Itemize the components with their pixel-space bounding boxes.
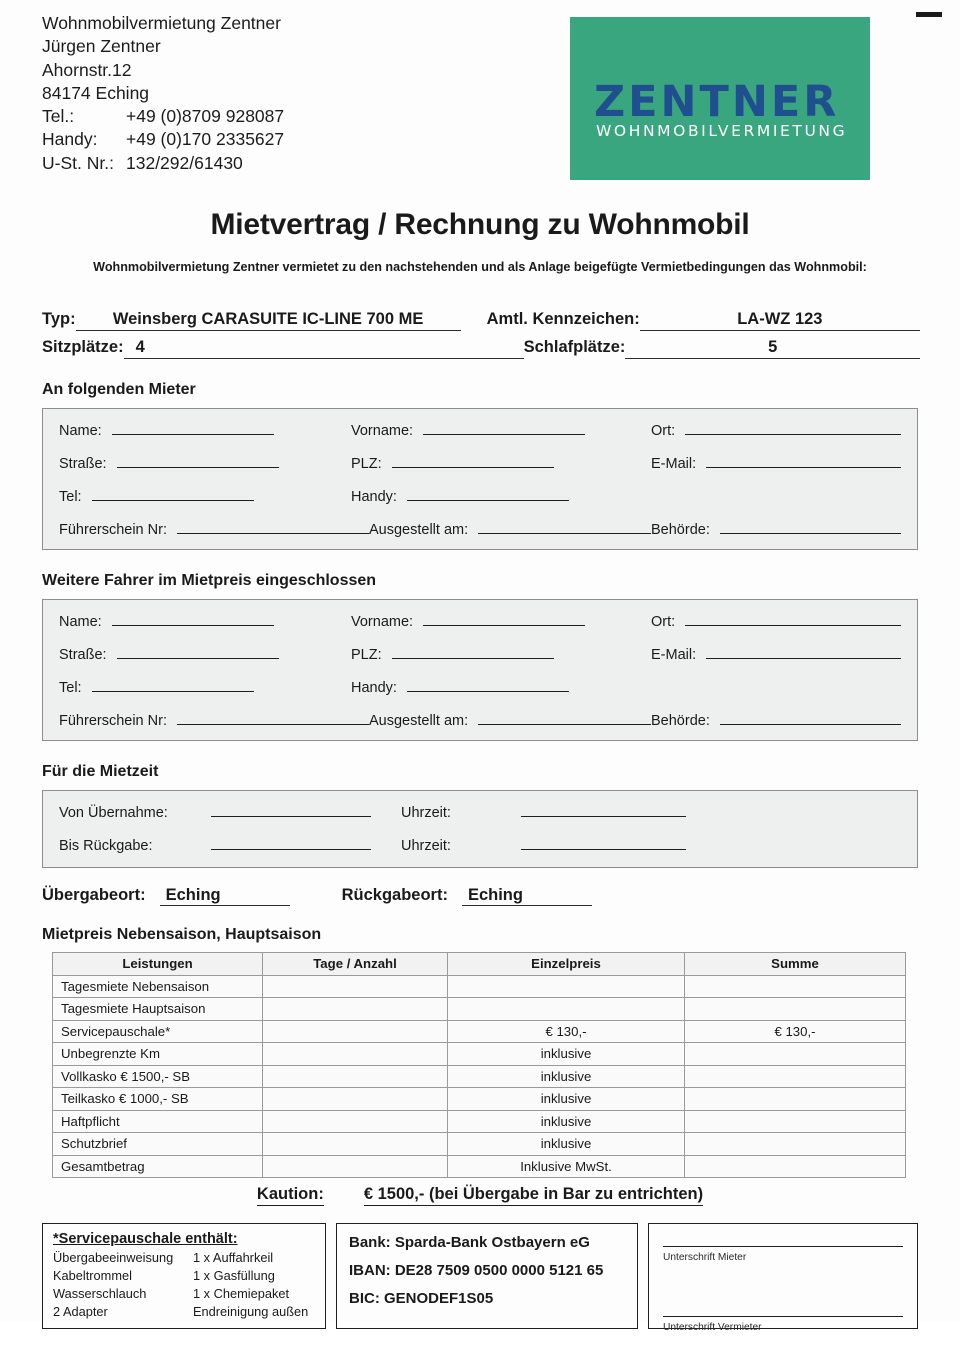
row-einzelpreis[interactable] bbox=[448, 998, 685, 1021]
service-item-left: 2 Adapter bbox=[53, 1304, 108, 1320]
rental-to-label: Bis Rückgabe: bbox=[59, 838, 153, 854]
vehicle-type-row bbox=[42, 310, 920, 331]
service-box-title: *Servicepauschale enthält: bbox=[53, 1231, 238, 1247]
driver-strasse-input[interactable] bbox=[117, 646, 279, 659]
renter-row-1 bbox=[59, 422, 901, 439]
rental-to-time-input[interactable] bbox=[521, 837, 686, 850]
pickup-location-value[interactable]: Eching bbox=[160, 886, 290, 906]
driver-section-heading: Weitere Fahrer im Mietpreis eingeschlossen bbox=[42, 572, 377, 589]
driver-license-input[interactable] bbox=[177, 712, 369, 725]
driver-vorname-input[interactable] bbox=[423, 613, 585, 626]
vehicle-type-label: Typ: bbox=[42, 310, 76, 328]
renter-email-label: E-Mail: bbox=[651, 456, 697, 472]
service-item-right: 1 x Gasfüllung bbox=[193, 1268, 275, 1284]
driver-row-4 bbox=[59, 712, 901, 729]
company-city: 84174 Eching bbox=[42, 82, 150, 103]
col-einzelpreis: Einzelpreis bbox=[448, 953, 685, 976]
row-tage[interactable] bbox=[263, 1133, 448, 1156]
vehicle-seats-label: Sitzplätze: bbox=[42, 338, 124, 356]
renter-strasse-input[interactable] bbox=[117, 455, 279, 468]
service-inclusions-box bbox=[42, 1223, 326, 1329]
driver-vorname-label: Vorname: bbox=[351, 614, 414, 630]
row-tage[interactable] bbox=[263, 998, 448, 1021]
row-leistung: Servicepauschale* bbox=[53, 1020, 263, 1043]
driver-issued-label: Ausgestellt am: bbox=[369, 713, 469, 729]
renter-license-label: Führerschein Nr: bbox=[59, 522, 167, 538]
rental-from-label: Von Übernahme: bbox=[59, 805, 168, 821]
vehicle-seats-value[interactable]: 4 bbox=[124, 338, 524, 359]
renter-issued-input[interactable] bbox=[478, 521, 651, 534]
renter-authority-input[interactable] bbox=[720, 521, 901, 534]
driver-row-3 bbox=[59, 679, 901, 696]
service-item-right: 1 x Auffahrkeil bbox=[193, 1250, 274, 1265]
company-vat-label: U-St. Nr.: bbox=[42, 152, 114, 173]
vehicle-seats-row bbox=[42, 338, 920, 359]
page-title: Mietvertrag / Rechnung zu Wohnmobil bbox=[210, 208, 750, 241]
col-summe: Summe bbox=[685, 953, 906, 976]
row-leistung: Tagesmiete Nebensaison bbox=[53, 975, 263, 998]
driver-ort-label: Ort: bbox=[651, 614, 676, 630]
row-einzelpreis[interactable]: inklusive bbox=[448, 1088, 685, 1111]
row-summe[interactable] bbox=[685, 1110, 906, 1133]
bank-name: Bank: Sparda-Bank Ostbayern eG bbox=[349, 1234, 590, 1251]
driver-authority-input[interactable] bbox=[720, 712, 901, 725]
row-leistung: Tagesmiete Hauptsaison bbox=[53, 998, 263, 1021]
deposit-label: Kaution: bbox=[257, 1185, 324, 1206]
company-mobile-label: Handy: bbox=[42, 129, 98, 150]
row-summe[interactable] bbox=[685, 1088, 906, 1111]
vehicle-plate-label: Amtl. Kennzeichen: bbox=[486, 310, 640, 328]
vehicle-beds-value[interactable]: 5 bbox=[625, 338, 920, 359]
driver-handy-input[interactable] bbox=[407, 679, 569, 692]
row-tage[interactable] bbox=[263, 1020, 448, 1043]
row-summe[interactable] bbox=[685, 998, 906, 1021]
renter-signature-line bbox=[663, 1246, 903, 1247]
lessor-signature-slot[interactable] bbox=[649, 1316, 917, 1368]
renter-plz-label: PLZ: bbox=[351, 456, 382, 472]
driver-name-input[interactable] bbox=[112, 613, 274, 626]
renter-name-input[interactable] bbox=[112, 422, 274, 435]
row-leistung: Vollkasko € 1500,- SB bbox=[53, 1065, 263, 1088]
row-tage[interactable] bbox=[263, 975, 448, 998]
driver-handy-label: Handy: bbox=[351, 680, 397, 696]
service-item-left: Übergabeeinweisung bbox=[53, 1250, 174, 1265]
vehicle-beds-label: Schlafplätze: bbox=[523, 338, 626, 356]
scan-corner-mark bbox=[916, 12, 942, 17]
row-einzelpreis[interactable]: inklusive bbox=[448, 1043, 685, 1066]
table-row bbox=[53, 1133, 906, 1156]
row-leistung: Gesamtbetrag bbox=[53, 1155, 263, 1178]
row-einzelpreis[interactable]: inklusive bbox=[448, 1110, 685, 1133]
table-row bbox=[53, 975, 906, 998]
table-row bbox=[53, 1020, 906, 1043]
service-item-right: Endreinigung außen bbox=[193, 1304, 309, 1320]
footer-boxes bbox=[42, 1223, 918, 1333]
row-tage[interactable] bbox=[263, 1088, 448, 1111]
renter-name-label: Name: bbox=[59, 423, 102, 439]
renter-vorname-input[interactable] bbox=[423, 422, 585, 435]
row-leistung: Haftpflicht bbox=[53, 1110, 263, 1133]
deposit-value: € 1500,- (bei Übergabe in Bar zu entrichten) bbox=[364, 1185, 703, 1206]
driver-authority-label: Behörde: bbox=[651, 713, 710, 729]
table-row bbox=[53, 1155, 906, 1178]
row-einzelpreis[interactable]: inklusive bbox=[448, 1065, 685, 1088]
row-summe[interactable]: € 130,- bbox=[685, 1020, 906, 1043]
row-einzelpreis[interactable] bbox=[448, 975, 685, 998]
renter-details-box bbox=[42, 408, 918, 550]
bank-iban: IBAN: DE28 7509 0500 0000 5121 65 bbox=[349, 1262, 604, 1279]
renter-plz-input[interactable] bbox=[392, 455, 554, 468]
rental-to-input[interactable] bbox=[211, 837, 371, 850]
row-tage[interactable] bbox=[263, 1155, 448, 1178]
driver-issued-input[interactable] bbox=[478, 712, 651, 725]
renter-signature-slot[interactable] bbox=[649, 1246, 917, 1298]
bank-details-box bbox=[336, 1223, 638, 1329]
table-row bbox=[53, 1110, 906, 1133]
signature-box bbox=[648, 1223, 918, 1333]
row-tage[interactable] bbox=[263, 1110, 448, 1133]
document-subtitle: Wohnmobilvermietung Zentner vermietet zu den nachstehenden und als Anlage beigefügte Vermietbedingungen das Wohnmobil: bbox=[93, 260, 867, 274]
logo-subtitle: WOHNMOBILVERMIETUNG bbox=[596, 122, 848, 140]
company-address-block bbox=[42, 12, 284, 175]
driver-details-box bbox=[42, 599, 918, 741]
driver-strasse-label: Straße: bbox=[59, 647, 107, 663]
row-summe[interactable] bbox=[685, 1043, 906, 1066]
vehicle-details bbox=[42, 310, 920, 359]
company-owner: Jürgen Zentner bbox=[42, 36, 161, 57]
renter-row-3 bbox=[59, 488, 901, 505]
row-summe[interactable] bbox=[685, 1065, 906, 1088]
rental-period-box bbox=[42, 790, 918, 868]
pickup-location-label: Übergabeort: bbox=[42, 886, 146, 904]
row-einzelpreis[interactable]: inklusive bbox=[448, 1133, 685, 1156]
company-tel-label: Tel.: bbox=[42, 106, 75, 127]
renter-section-heading: An folgenden Mieter bbox=[42, 381, 196, 398]
driver-row-2 bbox=[59, 646, 901, 663]
rental-to-row bbox=[59, 837, 901, 854]
page-header bbox=[0, 0, 960, 180]
driver-license-label: Führerschein Nr: bbox=[59, 713, 167, 729]
renter-row-2 bbox=[59, 455, 901, 472]
driver-ort-input[interactable] bbox=[685, 613, 901, 626]
rental-from-input[interactable] bbox=[211, 804, 371, 817]
renter-handy-label: Handy: bbox=[351, 489, 397, 505]
renter-handy-input[interactable] bbox=[407, 488, 569, 501]
renter-tel-label: Tel: bbox=[59, 489, 82, 505]
price-table bbox=[52, 952, 906, 1178]
renter-tel-input[interactable] bbox=[92, 488, 254, 501]
rental-from-time-input[interactable] bbox=[521, 804, 686, 817]
renter-signature-label: Unterschrift Mieter bbox=[663, 1252, 747, 1263]
handover-locations bbox=[42, 886, 960, 906]
company-tel-value: +49 (0)8709 928087 bbox=[126, 106, 285, 127]
company-name: Wohnmobilvermietung Zentner bbox=[42, 13, 281, 33]
list-item bbox=[53, 1249, 315, 1267]
renter-vorname-label: Vorname: bbox=[351, 423, 414, 439]
renter-ort-label: Ort: bbox=[651, 423, 676, 439]
driver-email-label: E-Mail: bbox=[651, 647, 697, 663]
renter-issued-label: Ausgestellt am: bbox=[369, 522, 469, 538]
driver-row-1 bbox=[59, 613, 901, 630]
table-row bbox=[53, 1065, 906, 1088]
rental-period-heading: Für die Mietzeit bbox=[42, 763, 159, 780]
list-item bbox=[53, 1285, 315, 1303]
renter-license-input[interactable] bbox=[177, 521, 369, 534]
driver-tel-input[interactable] bbox=[92, 679, 254, 692]
bank-bic: BIC: GENODEF1S05 bbox=[349, 1290, 494, 1307]
list-item bbox=[53, 1267, 315, 1285]
renter-email-input[interactable] bbox=[706, 455, 901, 468]
row-summe[interactable] bbox=[685, 1155, 906, 1178]
table-row bbox=[53, 998, 906, 1021]
logo-wordmark: ZENTNER bbox=[594, 77, 840, 127]
company-logo bbox=[570, 17, 870, 180]
renter-ort-input[interactable] bbox=[685, 422, 901, 435]
rental-from-time-label: Uhrzeit: bbox=[401, 805, 451, 821]
renter-row-4 bbox=[59, 521, 901, 538]
price-table-header-row bbox=[53, 953, 906, 976]
service-item-right: 1 x Chemiepaket bbox=[193, 1286, 290, 1302]
row-einzelpreis[interactable]: Inklusive MwSt. bbox=[448, 1155, 685, 1178]
row-leistung: Unbegrenzte Km bbox=[53, 1043, 263, 1066]
row-leistung: Schutzbrief bbox=[53, 1133, 263, 1156]
row-tage[interactable] bbox=[263, 1043, 448, 1066]
row-leistung: Teilkasko € 1000,- SB bbox=[53, 1088, 263, 1111]
lessor-signature-line bbox=[663, 1316, 903, 1317]
company-street: Ahornstr.12 bbox=[42, 59, 132, 80]
driver-plz-label: PLZ: bbox=[351, 647, 382, 663]
col-tage-anzahl: Tage / Anzahl bbox=[263, 953, 448, 976]
driver-tel-label: Tel: bbox=[59, 680, 82, 696]
driver-email-input[interactable] bbox=[706, 646, 901, 659]
company-mobile-value: +49 (0)170 2335627 bbox=[126, 129, 285, 150]
list-item bbox=[53, 1303, 315, 1321]
service-item-left: Kabeltrommel bbox=[53, 1268, 132, 1284]
row-summe[interactable] bbox=[685, 1133, 906, 1156]
driver-name-label: Name: bbox=[59, 614, 102, 630]
vehicle-plate-value[interactable]: LA-WZ 123 bbox=[640, 310, 920, 331]
driver-plz-input[interactable] bbox=[392, 646, 554, 659]
return-location-label: Rückgabeort: bbox=[341, 886, 448, 904]
return-location-value[interactable]: Eching bbox=[462, 886, 592, 906]
col-leistungen: Leistungen bbox=[53, 953, 263, 976]
vehicle-type-value[interactable]: Weinsberg CARASUITE IC-LINE 700 ME bbox=[76, 310, 461, 331]
price-section-heading: Mietpreis Nebensaison, Hauptsaison bbox=[42, 926, 322, 943]
table-row bbox=[53, 1088, 906, 1111]
row-tage[interactable] bbox=[263, 1065, 448, 1088]
table-row bbox=[53, 1043, 906, 1066]
rental-to-time-label: Uhrzeit: bbox=[401, 838, 451, 854]
renter-strasse-label: Straße: bbox=[59, 456, 107, 472]
lessor-signature-label: Unterschrift Vermieter bbox=[663, 1321, 762, 1333]
row-summe[interactable] bbox=[685, 975, 906, 998]
deposit-line bbox=[0, 1185, 960, 1206]
renter-authority-label: Behörde: bbox=[651, 522, 710, 538]
row-einzelpreis[interactable]: € 130,- bbox=[448, 1020, 685, 1043]
company-vat-value: 132/292/61430 bbox=[126, 152, 243, 173]
service-item-left: Wasserschlauch bbox=[53, 1286, 147, 1302]
rental-from-row bbox=[59, 804, 901, 821]
